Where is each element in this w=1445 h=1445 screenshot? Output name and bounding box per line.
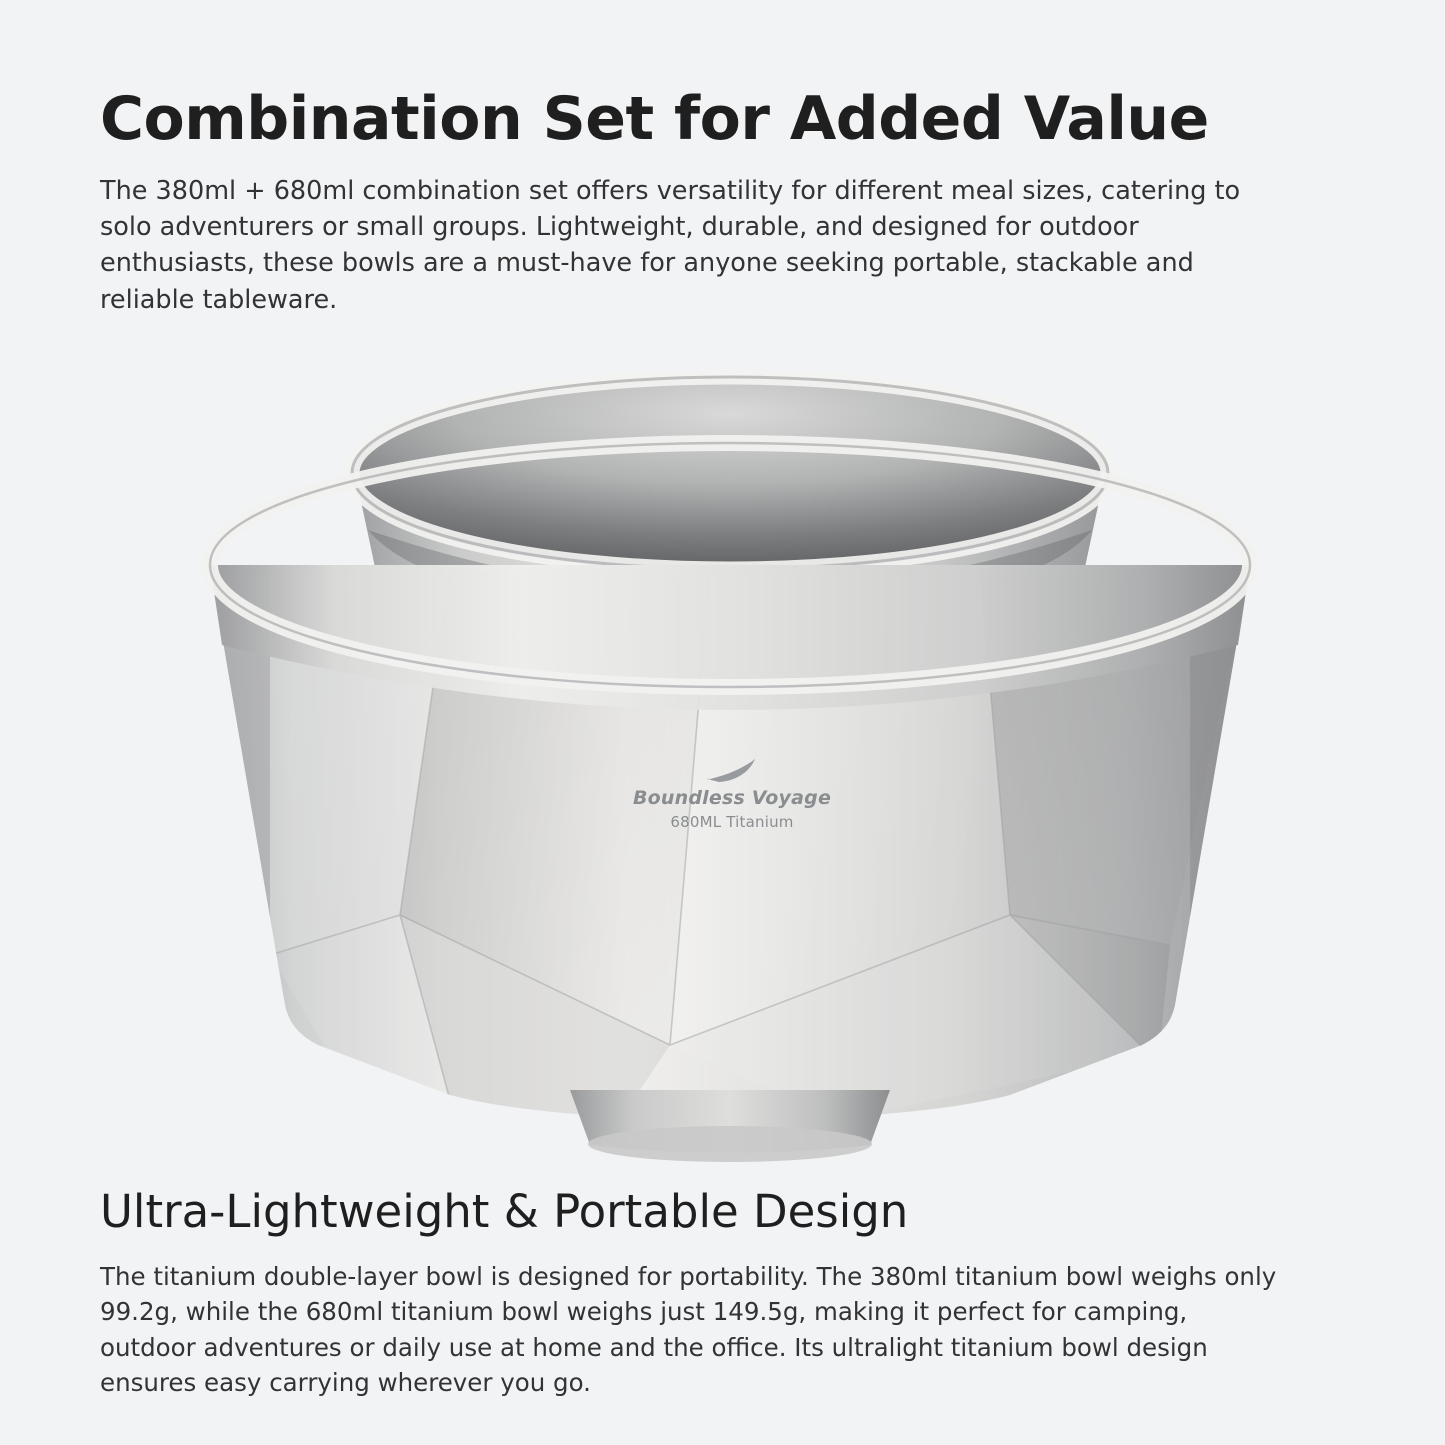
section-title: Ultra-Lightweight & Portable Design (100, 1185, 909, 1238)
page-title: Combination Set for Added Value (100, 84, 1209, 154)
capacity-label: 680ML Titanium (670, 813, 794, 831)
product-image (150, 355, 1300, 1165)
bottom-description: The titanium double-layer bowl is designed for portability. The 380ml titanium bowl weighs only 99.2g, while the 680ml titanium bowl weighs just 149.5g, making it perfect for camping, outdoor adventures or daily use at home and the office. Its ultralight titanium bowl design ensures easy carrying wherever you go. (100, 1261, 1277, 1398)
brand-name: Boundless Voyage (632, 787, 832, 809)
top-description: The 380ml + 680ml combination set offers versatility for different meal sizes, catering to solo adventurers or small groups. Lightweight, durable, and designed for outdoor enthusiasts, these bowls are a must-have for anyone seeking portable, stackable and reliable tableware. (100, 176, 1241, 315)
bottom-text-block (100, 1185, 1350, 1401)
bowls-illustration (150, 355, 1300, 1165)
top-text-block (100, 84, 1350, 318)
